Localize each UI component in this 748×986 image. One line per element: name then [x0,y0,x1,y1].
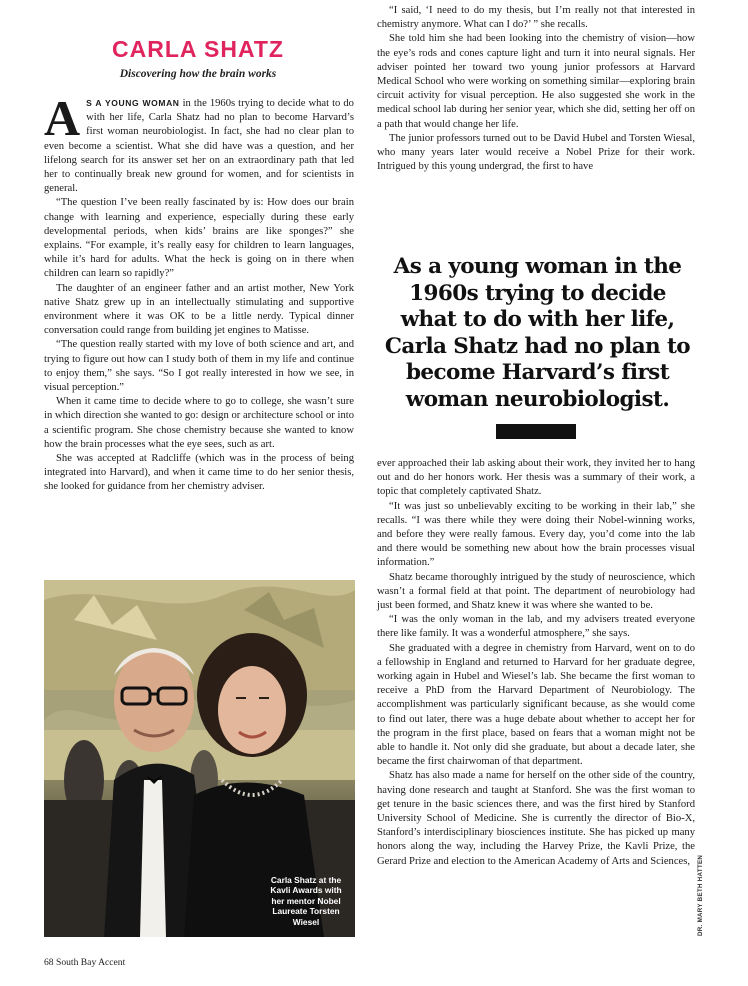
pull-quote: As a young woman in the 1960s trying to decide what to do with her life, Carla Shatz had no plan to become Harvard’s first woman neurobiologist. [384,254,691,412]
lead-text: in the 1960s trying to decide what to do with her life, Carla Shatz had no plan to become Harvard’s first woman neurobiologist. In fact, she had no clear plan to even become a scientist. What she did have was a question, and her lifelong search for its answer set her on an extraordinary path that led her to continually break new ground for women, and for scientists in general. [44,98,354,195]
body-paragraph: The daughter of an engineer father and an artist mother, New York native Shatz grew up in an intellectually stimulating and supportive environment where it was OK to be a little nerdy. Typical dinner conversation could range from building jet engines to Matisse. [44,282,354,337]
left-column [44,90,354,495]
lead-smallcaps: S A YOUNG WOMAN [86,98,180,108]
pull-quote-bar [496,424,576,439]
body-paragraph: The junior professors turned out to be David Hubel and Torsten Wiesal, who many years later would receive a Nobel Prize for their work. Intrigued by this young undergrad, the first to have [377,132,695,173]
lead-paragraph [44,90,354,196]
article-subtitle: Discovering how the brain works [119,68,277,80]
page-folio: 68 South Bay Accent [44,957,126,968]
article-title: CARLA SHATZ [112,36,284,62]
body-paragraph: “I said, ‘I need to do my thesis, but I’m really not that interested in chemistry anymore. What can I do?’ ” she recalls. [377,5,695,31]
photo-caption: Carla Shatz at the Kavli Awards with her mentor Nobel Laureate Torsten Wiesel [270,874,342,927]
body-paragraph: ever approached their lab asking about their work, they invited her to hang out and do her honors work. Her thesis was a summary of their work, a topic that completely captivated Shatz. [377,458,695,498]
body-paragraph: “It was just so unbelievably exciting to be working in their lab,” she recalls. “I was there while they were doing their Nobel-winning works, and before they were really famous. Every day, you’d come into the lab and there would be something new about how the brain processes visual information.” [377,500,695,569]
body-paragraph: She graduated with a degree in chemistry from Harvard, went on to do a fellowship in England and returned to Harvard for her graduate degree, working again in Hubel and Wiesel’s lab. She became the first woman to receive a PhD from the Harvard Department of Neurobiology. The accomplishment was particularly significant because, as she would come to find out later, there was a huge debate about whether to accept her for the program in the first place, based on fears that a woman might not be able to handle it. Not only did she graduate, but about a decade later, she became the first chairwoman of that department. [377,642,695,768]
body-paragraph: “The question I’ve been really fascinated by is: How does our brain change with learning and experience, especially during these early developmental periods, when kids’ brains are like sponges?” she explains. “For example, it’s really easy for children to learn languages, while it’s hard for adults. What the heck is going on in there when children can learn so rapidly?” [44,197,354,280]
drop-cap: A [44,90,81,146]
body-paragraph: Shatz became thoroughly intrigued by the study of neuroscience, which wasn’t a formal field at that point. The department of neurobiology had just been formed, and Shatz knew it was where she wanted to be. [377,571,695,612]
article-photo [44,580,355,937]
body-paragraph: “I was the only woman in the lab, and my advisers treated everyone there like family. It was a wonderful atmosphere,” she says. [377,614,695,640]
body-paragraph: “The question really started with my love of both science and art, and trying to figure out how can I study both of them in my life and continue to enjoy them,” she says. “So I got really interested in how we see, in visual perception.” [44,339,354,394]
photo-credit: DR. MARY BETH HATTEN [697,854,704,936]
right-column-bottom [377,457,695,869]
right-column-top [377,4,695,174]
body-paragraph: She told him she had been looking into the chemistry of vision—how the eye’s rods and cones capture light and turn it into neural signals. Her adviser pointed her toward two young junior professors at Harvard Medical School who were working on something similar—exploring brain circuit activity for visual perception. He also suggested she work in the medical school lab during her senior year, which she did, setting her off on a path that would change her life. [377,33,695,130]
body-paragraph: Shatz has also made a name for herself on the other side of the country, having done research and taught at Stanford. She was the first woman to get tenure in the basic sciences there, and was the first hired by Stanford University School of Medicine. She is currently the director of Bio-X, Stanford’s interdisciplinary biosciences institute. She has picked up many honors along the way, including the Harvey Prize, the Kavli Prize, the Gerard Prize and election to the American Academy of Arts and Sciences, [377,770,695,867]
body-paragraph: When it came time to decide where to go to college, she wasn’t sure in which direction she wanted to go: design or architecture school or into a scientific program. She chose chemistry because she wanted to know how the brain processes what the eye sees, such as art. [44,396,354,450]
body-paragraph: She was accepted at Radcliffe (which was in the process of being integrated into Harvard), and when it came time to do her senior thesis, she looked for guidance from her chemistry adviser. [44,453,354,493]
